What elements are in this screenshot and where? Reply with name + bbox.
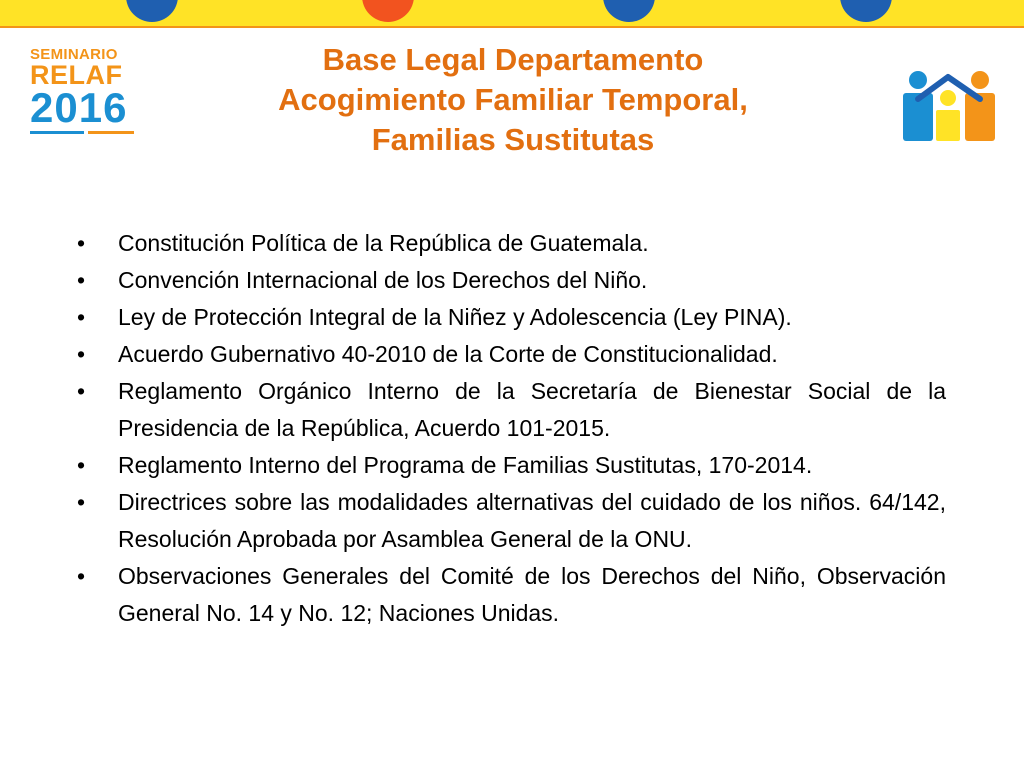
family-icon bbox=[900, 67, 998, 143]
seminario-relaf-2016-logo bbox=[30, 47, 142, 139]
bullet-icon: • bbox=[77, 489, 86, 515]
list-item bbox=[71, 484, 946, 558]
bullet-icon: • bbox=[77, 304, 86, 330]
list-item-text: Constitución Política de la República de Guatemala. bbox=[118, 230, 649, 256]
list-item-text: Convención Internacional de los Derechos del Niño. bbox=[118, 267, 648, 293]
bullet-icon: • bbox=[77, 267, 86, 293]
bullet-icon: • bbox=[77, 341, 86, 367]
top-decorative-band bbox=[0, 0, 1024, 28]
logo-underline bbox=[30, 131, 134, 134]
list-item-text: Reglamento Interno del Programa de Familias Sustitutas, 170-2014. bbox=[118, 452, 813, 478]
bullet-icon: • bbox=[77, 378, 86, 404]
list-item bbox=[71, 373, 946, 447]
list-item bbox=[71, 225, 946, 262]
bullet-icon: • bbox=[77, 452, 86, 478]
title-line-2: Acogimiento Familiar Temporal, bbox=[278, 82, 748, 117]
bullet-icon: • bbox=[77, 230, 86, 256]
list-item bbox=[71, 262, 946, 299]
list-item bbox=[71, 299, 946, 336]
slide-title bbox=[170, 40, 856, 160]
list-item bbox=[71, 558, 946, 632]
list-item-text: Directrices sobre las modalidades alternativas del cuidado de los niños. 64/142, Resolución Aprobada por Asamblea General de la ONU. bbox=[118, 489, 946, 552]
logo-year-text: 2016 bbox=[30, 84, 128, 131]
list-item-text: Observaciones Generales del Comité de los Derechos del Niño, Observación General No. 14 y No. 12; Naciones Unidas. bbox=[118, 563, 946, 626]
logo-relaf-text: RELAF bbox=[30, 60, 123, 90]
logo-seminario-text: SEMINARIO bbox=[30, 46, 118, 63]
legal-basis-list bbox=[71, 225, 946, 632]
title-line-3: Familias Sustitutas bbox=[371, 122, 655, 157]
list-item bbox=[71, 447, 946, 484]
list-item-text: Acuerdo Gubernativo 40-2010 de la Corte de Constitucionalidad. bbox=[118, 341, 778, 367]
list-item-text: Ley de Protección Integral de la Niñez y Adolescencia (Ley PINA). bbox=[118, 304, 792, 330]
bullet-icon: • bbox=[77, 563, 86, 589]
list-item bbox=[71, 336, 946, 373]
list-item-text: Reglamento Orgánico Interno de la Secretaría de Bienestar Social de la Presidencia de la República, Acuerdo 101-2015. bbox=[118, 378, 946, 441]
title-line-1: Base Legal Departamento bbox=[322, 42, 704, 77]
